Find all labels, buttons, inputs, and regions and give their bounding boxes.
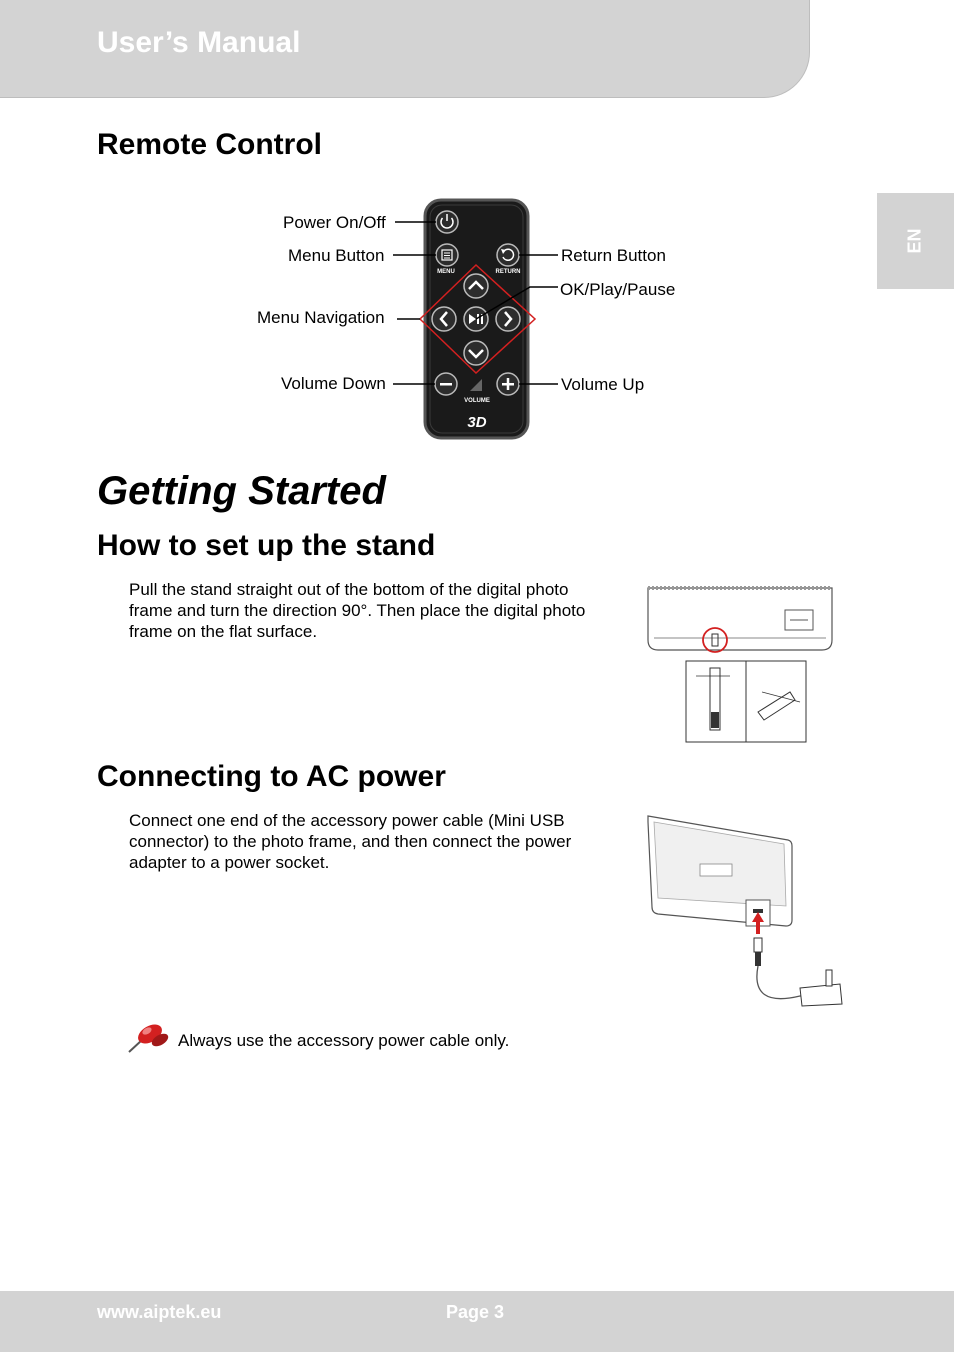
manual-title: User’s Manual: [97, 26, 301, 59]
label-volume-down: Volume Down: [281, 374, 386, 393]
remote-control-heading: Remote Control: [97, 128, 322, 161]
note-text: Always use the accessory power cable only.: [178, 1031, 510, 1050]
label-ok-play-pause: OK/Play/Pause: [560, 280, 676, 299]
language-label: EN: [904, 228, 925, 254]
nav-right-icon: [496, 307, 520, 331]
stand-illustration: [640, 580, 840, 750]
power-illustration: [640, 808, 850, 1013]
footer-band: [0, 1291, 954, 1352]
pushpin-icon: [126, 1020, 172, 1056]
ac-power-paragraph: Connect one end of the accessory power cable (Mini USB connector) to the photo frame, and then connect the power adapter to a power socket.: [129, 811, 572, 872]
ac-power-heading: Connecting to AC power: [97, 760, 446, 793]
return-button-icon: [497, 244, 519, 266]
stand-paragraph: Pull the stand straight out of the bottom of the digital photo frame and turn the direction 90°. Then place the digital photo frame on the flat surface.: [129, 580, 586, 641]
label-power: Power On/Off: [283, 213, 386, 232]
label-return: Return Button: [561, 246, 666, 265]
stand-heading: How to set up the stand: [97, 529, 436, 562]
remote-control-diagram: [0, 0, 954, 450]
nav-left-icon: [432, 307, 456, 331]
label-menu-navigation: Menu Navigation: [257, 308, 385, 327]
label-volume-up: Volume Up: [561, 375, 645, 394]
label-menu: Menu Button: [288, 246, 385, 265]
menu-printed-label: MENU: [437, 269, 455, 275]
footer-page-number: Page 3: [446, 1302, 505, 1322]
volume-printed-label: VOLUME: [464, 398, 490, 404]
footer-url[interactable]: www.aiptek.eu: [97, 1302, 222, 1322]
nav-up-icon: [464, 274, 488, 298]
remote-3d-logo: 3D: [467, 414, 487, 431]
nav-down-icon: [464, 341, 488, 365]
return-printed-label: RETURN: [495, 269, 521, 275]
getting-started-heading: Getting Started: [97, 469, 386, 513]
